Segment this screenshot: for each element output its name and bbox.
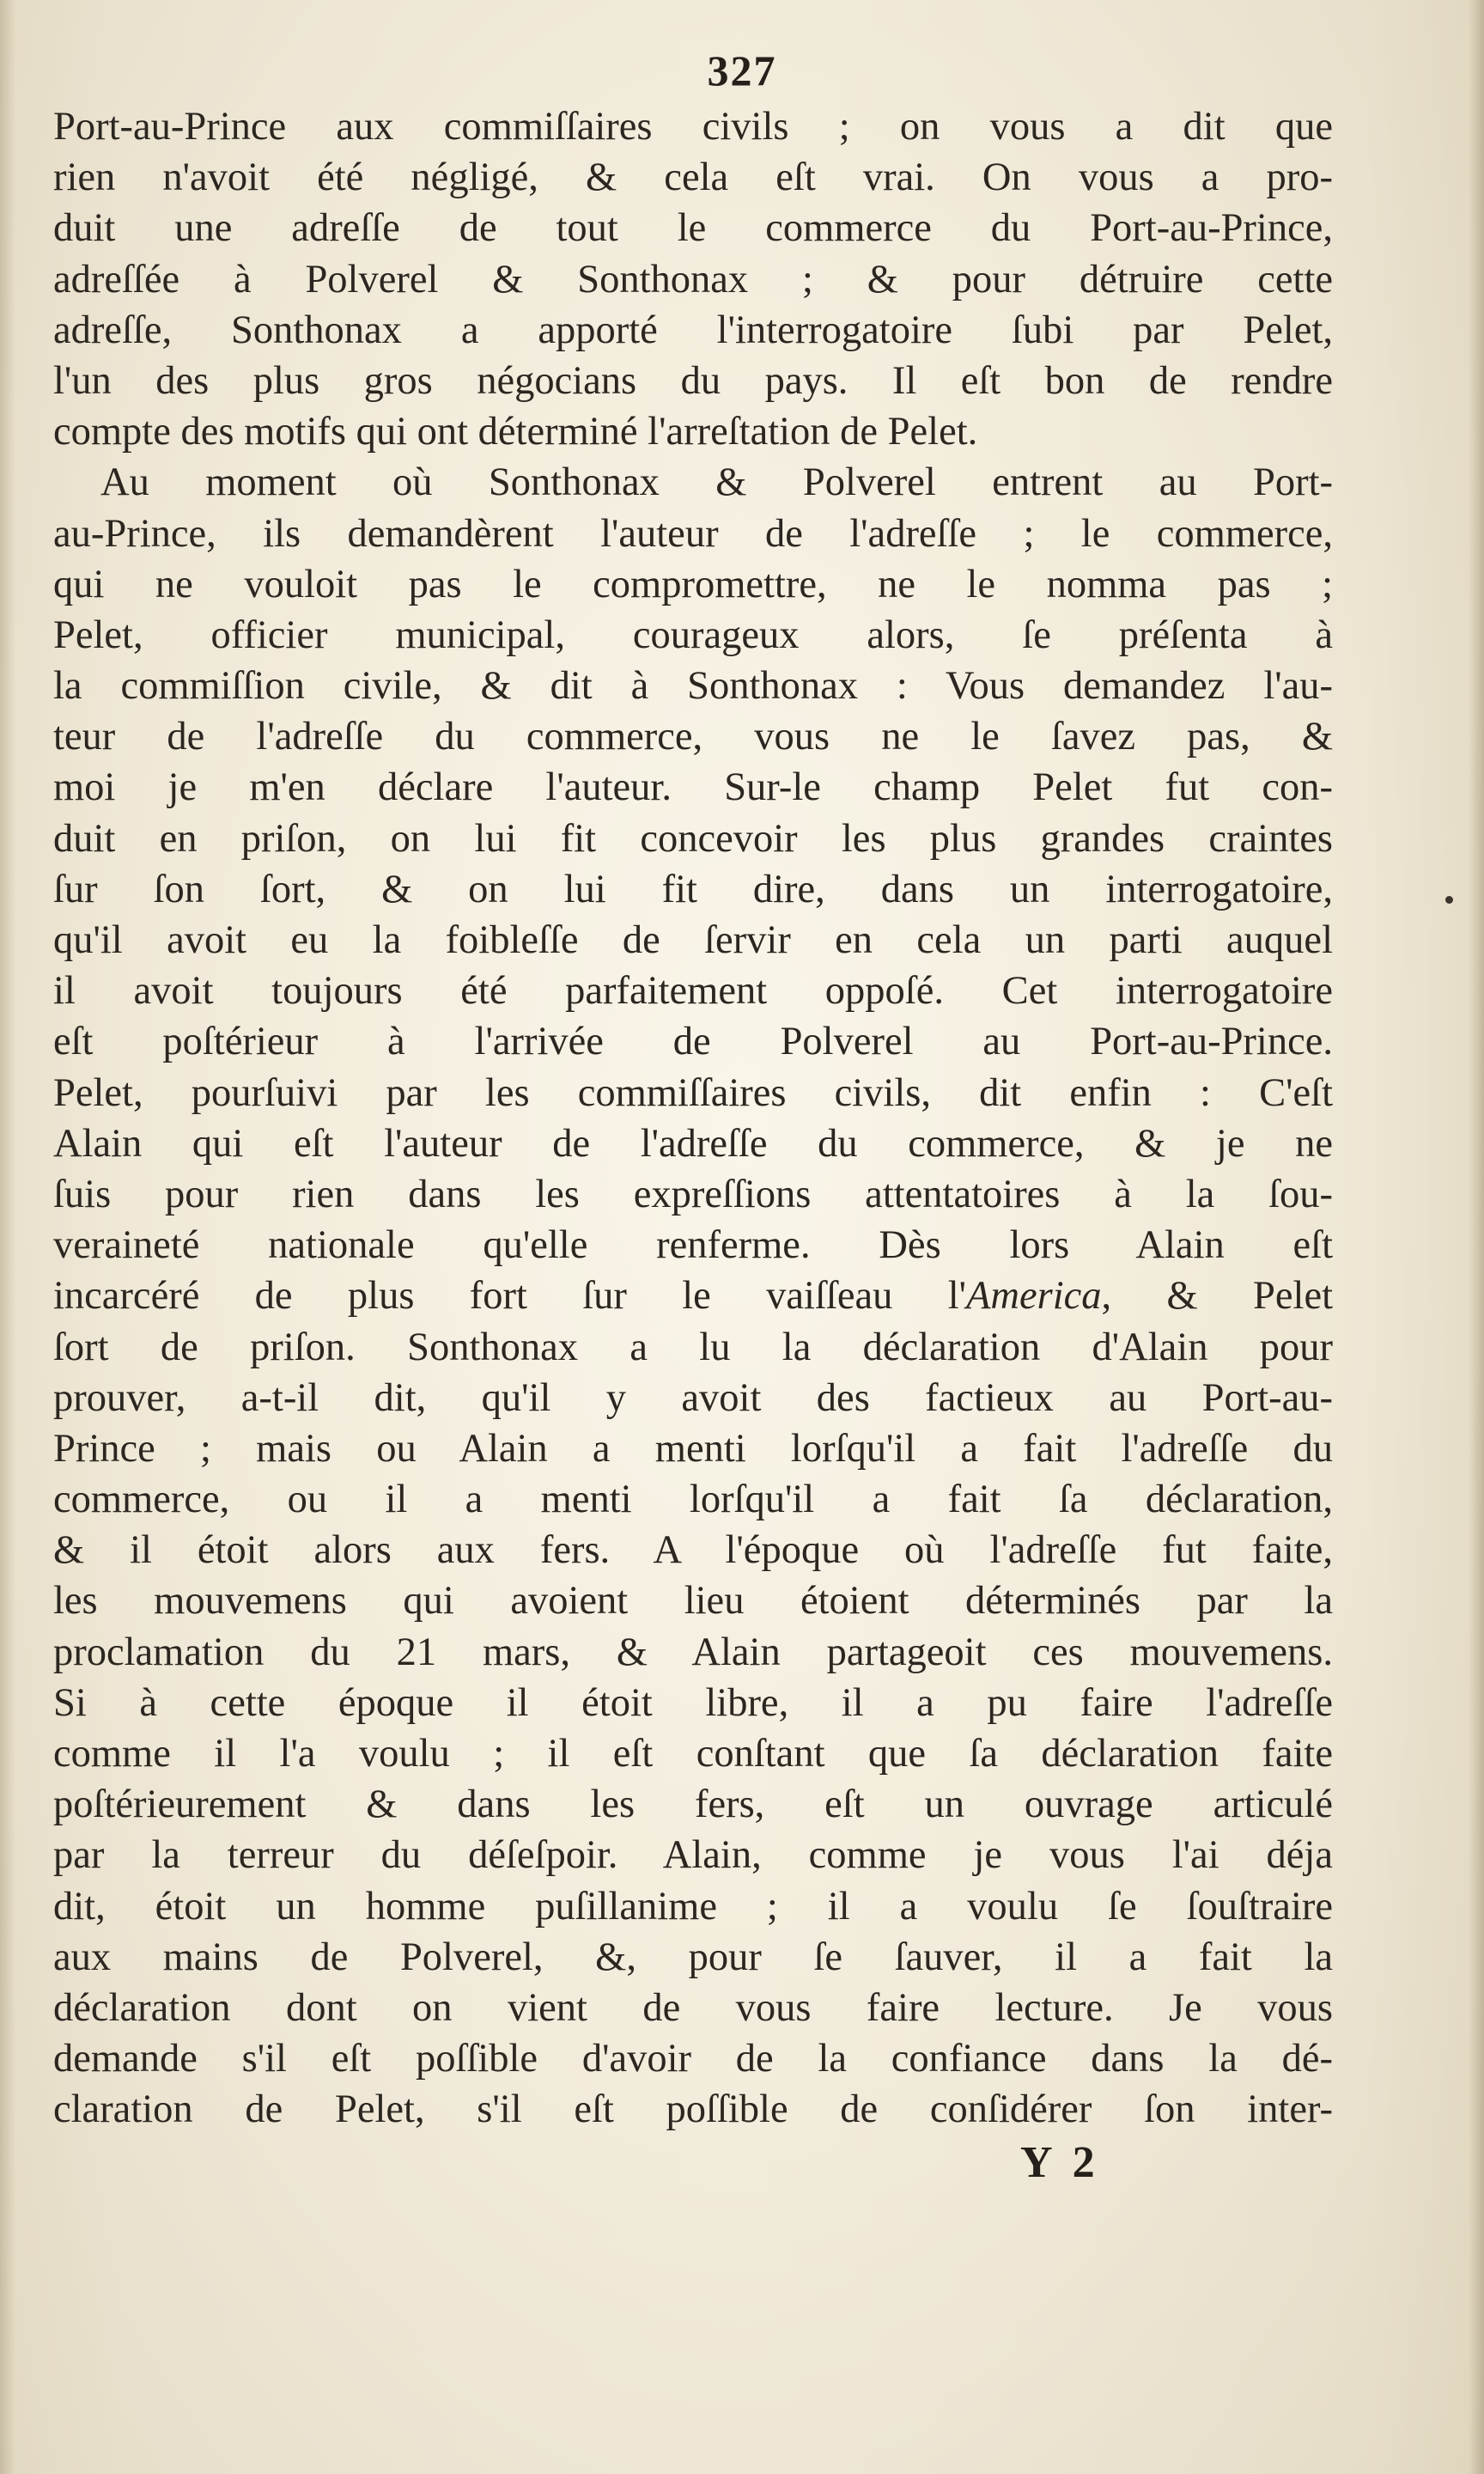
text-line: moi je m'en déclare l'auteur. Sur-le champ Pelet fut con-	[53, 765, 1333, 810]
text-line: ſort de priſon. Sonthonax a lu la déclaration d'Alain pour	[53, 1325, 1333, 1369]
page-number: 327	[707, 46, 777, 94]
text-line: au-Prince, ils demandèrent l'auteur de l'adreſſe ; le commerce,	[53, 511, 1333, 556]
text-line: les mouvemens qui avoient lieu étoient déterminés par la	[53, 1579, 1333, 1624]
ink-speck	[1445, 896, 1453, 904]
text-line: adreſſée à Polverel & Sonthonax ; & pour détruire cette	[53, 257, 1333, 302]
text-line: veraineté nationale qu'elle renferme. Dès lors Alain eſt	[53, 1223, 1333, 1268]
text-line: Port-au-Prince aux commiſſaires civils ; on vous a dit que	[53, 105, 1333, 149]
body-text	[53, 101, 1333, 2136]
text-line: Pelet, officier municipal, courageux alors, ſe préſenta à	[53, 612, 1333, 657]
text-line: claration de Pelet, s'il eſt poſſible de conſidérer ſon inter-	[53, 2087, 1333, 2132]
text-line: & il étoit alors aux fers. A l'époque où l'adreſſe fut faite,	[53, 1528, 1333, 1573]
text-line: la commiſſion civile, & dit à Sonthonax : Vous demandez l'au-	[53, 664, 1333, 709]
text-line: il avoit toujours été parfaitement oppoſé. Cet interrogatoire	[53, 969, 1333, 1014]
text-line: poſtérieurement & dans les fers, eſt un ouvrage articulé	[53, 1782, 1333, 1827]
text-line: proclamation du 21 mars, & Alain partageoit ces mouvemens.	[53, 1630, 1333, 1674]
text-line: ſuis pour rien dans les expreſſions attentatoires à la ſou-	[53, 1172, 1333, 1216]
text-line: Prince ; mais ou Alain a menti lorſqu'il a fait l'adreſſe du	[53, 1426, 1333, 1471]
text-line: Alain qui eſt l'auteur de l'adreſſe du commerce, & je ne	[53, 1121, 1333, 1166]
text-line: l'un des plus gros négocians du pays. Il eſt bon de rendre	[53, 358, 1333, 403]
text-line: par la terreur du déſeſpoir. Alain, comme je vous l'ai déja	[53, 1833, 1333, 1878]
signature-mark: Y 2	[1020, 2138, 1100, 2187]
text-line: commerce, ou il a menti lorſqu'il a fait ſa déclaration,	[53, 1478, 1333, 1522]
text-line: dit, étoit un homme puſillanime ; il a voulu ſe ſouſtraire	[53, 1884, 1333, 1929]
left-page-shadow	[0, 0, 15, 2474]
text-line: Si à cette époque il étoit libre, il a pu faire l'adreſſe	[53, 1680, 1333, 1725]
text-line: adreſſe, Sonthonax a apporté l'interrogatoire ſubi par Pelet,	[53, 308, 1333, 352]
text-line: prouver, a-t-il dit, qu'il y avoit des factieux au Port-au-	[53, 1375, 1333, 1420]
text-line: aux mains de Polverel, &, pour ſe ſauver, il a fait la	[53, 1935, 1333, 1979]
text-line: duit une adreſſe de tout le commerce du Port-au-Prince,	[53, 206, 1333, 251]
text-line: qui ne vouloit pas le compromettre, ne le nomma pas ;	[53, 562, 1333, 606]
text-line: rien n'avoit été négligé, & cela eſt vrai. On vous a pro-	[53, 155, 1333, 200]
text-line: teur de l'adreſſe du commerce, vous ne le ſavez pas, &	[53, 715, 1333, 759]
text-line: Pelet, pourſuivi par les commiſſaires civils, dit enfin : C'eſt	[53, 1070, 1333, 1115]
text-line: qu'il avoit eu la foibleſſe de ſervir en cela un parti auquel	[53, 918, 1333, 962]
text-line: eſt poſtérieur à l'arrivée de Polverel au Port-au-Prince.	[53, 1020, 1333, 1064]
text-line: incarcéré de plus fort ſur le vaiſſeau l'America, & Pelet	[53, 1274, 1333, 1319]
text-line: duit en priſon, on lui fit concevoir les plus grandes craintes	[53, 816, 1333, 861]
text-line: ſur ſon ſort, & on lui fit dire, dans un interrogatoire,	[53, 867, 1333, 911]
right-page-shadow	[1469, 0, 1484, 2474]
text-line: compte des motifs qui ont déterminé l'arreſtation de Pelet.	[53, 410, 978, 454]
text-line: Au moment où Sonthonax & Polverel entrent au Port-	[100, 460, 1333, 505]
text-line: comme il l'a voulu ; il eſt conſtant que ſa déclaration faite	[53, 1732, 1333, 1776]
text-line: demande s'il eſt poſſible d'avoir de la confiance dans la dé-	[53, 2037, 1333, 2081]
text-line: déclaration dont on vient de vous faire lecture. Je vous	[53, 1985, 1333, 2030]
